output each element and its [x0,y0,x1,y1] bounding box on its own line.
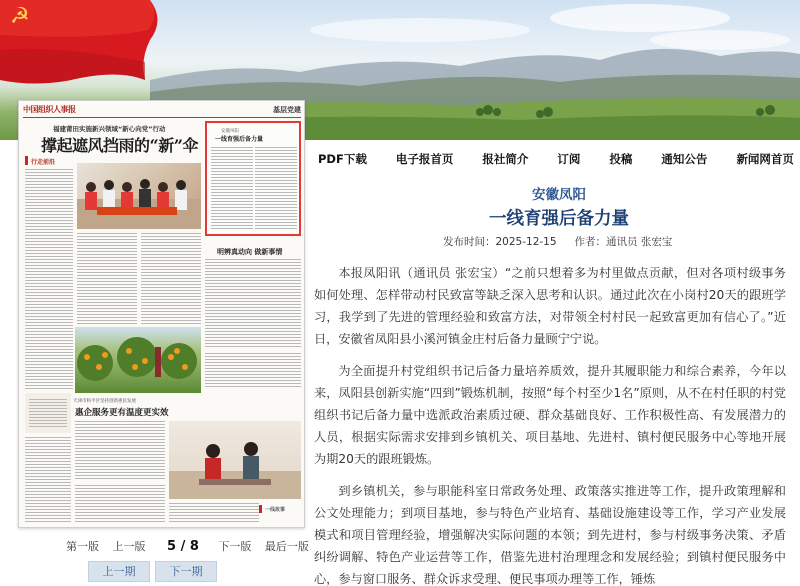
author-name: 通讯员 张宏宝 [606,236,673,248]
paper-text-block [205,259,301,349]
article-paragraph: 到乡镇机关，参与职能科室日常政务处理、政策落实推进等工作，提升政策理解和公文处理能力；到项目基地，参与特色产业培育、基础设施建设等工作，学习产业发展模式和项目管理经验，增强解决实际问题的本领；到先进村，参与村级事务决策、矛盾纠纷调解、特色产业运营等工作，借鉴先进村治理理念和发展经验；到镇村便民服务中心，参与窗口服务、群众诉求受理、便民事项办理等工作，锤炼 [314,484,786,586]
current-page-indicator: 5 / 8 [167,539,199,554]
next-page-link[interactable]: 下一版 [218,540,252,553]
page-pager [66,538,319,554]
highlighted-story-box[interactable] [205,121,301,236]
nav-notices[interactable]: 通知公告 [661,152,708,166]
prev-issue-button[interactable]: 上一期 [88,561,150,582]
nav-about[interactable]: 报社简介 [482,152,529,166]
paper-photo-interview[interactable] [169,421,301,499]
paper-photo-group[interactable] [77,163,201,229]
newspaper-page-thumbnail[interactable] [18,100,305,528]
highlight-kicker: 安徽凤阳 [221,129,239,134]
column-marker [25,156,28,165]
paper-bottom-kicker: 天津市和平区坚持创新惠民发展 [73,399,136,404]
story-tag-marker [259,505,262,513]
article-paragraph: 为全面提升村党组织书记后备力量培养质效，提升其履职能力和综合素养，今年以来，凤阳县创新实施“四到”锻炼机制，按照“每个村至少1名”原则，从不在村任职的村党组织书记后备力量中选派政治素质过硬、群众基础良好、工作积极性高、有发展潜力的人员，根据实际需求安排到乡镇机关、项目基地、先进村、镇村便民服务中心等地开展为期20天的跟班锻炼。 [314,364,786,466]
paper-logo: 中国组织人事报 [23,104,76,114]
paper-text-block [25,437,71,523]
nav-epaper-home[interactable]: 电子报首页 [395,152,454,166]
paper-story-tag: 一线故事 [265,507,286,513]
paper-lead-headline[interactable]: 撑起遮风挡雨的“新”伞 [41,136,198,155]
paper-text-block [77,233,137,325]
article-kicker: 安徽凤阳 [532,187,586,203]
highlight-text [255,147,297,231]
author-label: 作者： [574,236,607,248]
paper-column-label: 行走前沿 [31,159,56,166]
paper-text-column[interactable] [25,169,73,389]
paper-photo-orchard[interactable] [75,327,201,393]
paper-text-block [169,503,259,523]
next-issue-button[interactable]: 下一期 [155,561,217,582]
paper-section-name: 基层党建 [273,106,301,114]
article-meta [443,234,672,249]
paper-bottom-headline[interactable]: 惠企服务更有温度更实效 [75,408,169,418]
nav-news-home[interactable]: 新闻网首页 [736,152,794,166]
highlight-text [211,147,253,231]
paper-masthead [23,104,301,118]
nav-submit[interactable]: 投稿 [609,152,633,166]
paper-text-block [141,233,201,325]
nav-pdf-download[interactable]: PDF下载 [318,152,367,166]
first-page-link[interactable]: 第一版 [66,540,99,553]
hammer-sickle-icon: ☭ [10,4,30,29]
nav-subscribe[interactable]: 订阅 [557,152,581,166]
paper-lead-kicker[interactable]: 福建莆田实施新兴领域“新心向党”行动 [53,125,166,133]
prev-page-link[interactable]: 上一版 [112,540,146,553]
publish-label: 发布时间： [443,236,496,248]
paper-sidebar-box [25,393,71,433]
last-page-link[interactable]: 最后一版 [264,540,309,553]
paper-text-block [205,353,301,389]
paper-story-title[interactable]: 明辨真动向 做新事情 [217,247,283,256]
publish-date: 2025-12-15 [495,236,557,248]
highlight-title: 一线育强后备力量 [215,136,264,143]
top-nav [318,151,800,167]
article-paragraph: 本报凤阳讯（通讯员 张宏宝）“之前只想着多为村里做点贡献，但对各项村级事务如何处理、怎样带动村民致富等缺乏深入思考和认识。通过此次在小岗村20天的跟班学习，我学到了先进的管理经验和致富方法，对带领全村村民一起致富更加有信心了。”近日，安徽省凤阳县小溪河镇金庄村后备力量顾宁宁说。 [314,266,786,346]
paper-text-block [75,485,165,523]
article-body [314,262,786,586]
paper-text-block [75,421,165,481]
article-title: 一线育强后备力量 [489,209,629,229]
